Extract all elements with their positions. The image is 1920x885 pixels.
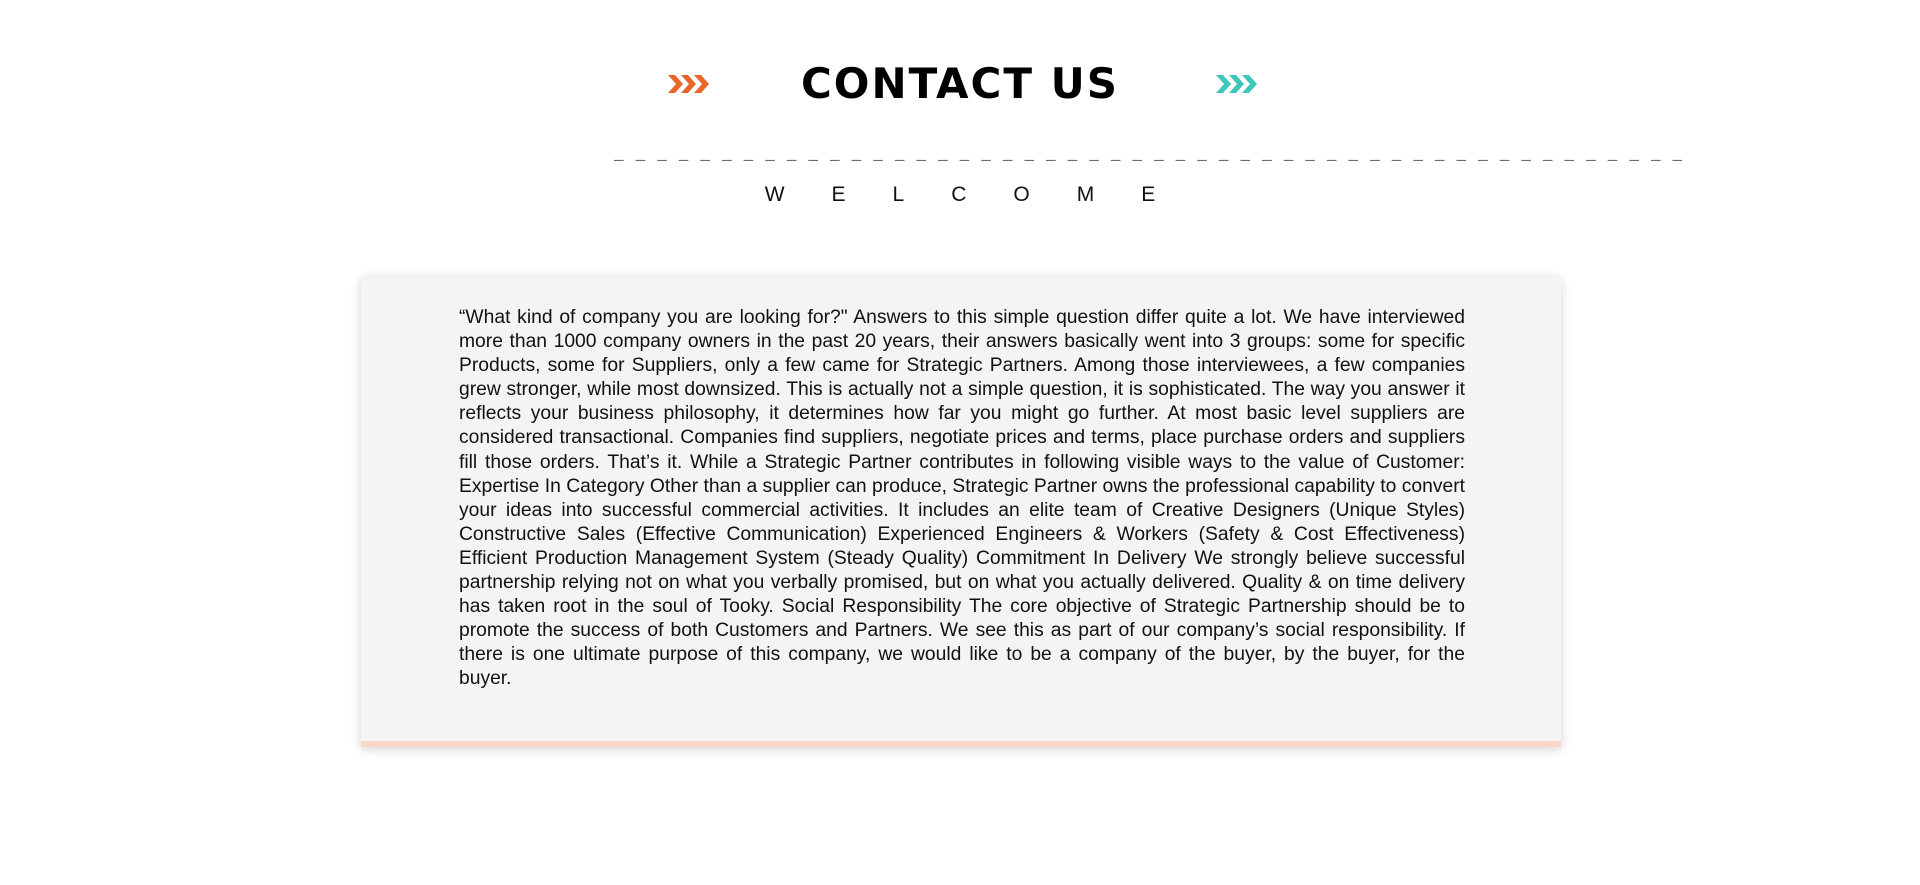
welcome-subtitle: WELCOME <box>764 183 1203 206</box>
contact-header <box>0 56 1920 116</box>
page-title: CONTACT US <box>800 59 1120 108</box>
dashed-divider: _ _ _ _ _ _ _ _ _ _ _ _ _ _ _ _ _ _ _ _ _ _ _ _ _ _ _ _ _ _ _ _ _ _ _ _ _ _ _ _ _ _ _ _ _ _ _ _ _ _ <box>614 146 1684 164</box>
triple-chevron-right-icon <box>1216 72 1260 96</box>
about-card <box>361 277 1561 747</box>
about-paragraph: “What kind of company you are looking for?" Answers to this simple question differ quite a lot. We have interviewed more than 1000 company owners in the past 20 years, their answers basically went into 3 groups: some for specific Products, some for Suppliers, only a few came for Strategic Partners. Among those interviewees, a few companies grew stronger, while most downsized. This is actually not a simple question, it is sophisticated. The way you answer it reflects your business philosophy, it determines how far you might go further. At most basic level suppliers are considered transactional. Companies find suppliers, negotiate prices and terms, place purchase orders and suppliers fill those orders. That’s it. While a Strategic Partner contributes in following visible ways to the value of Customer: Expertise In Category Other than a supplier can produce, Strategic Partner owns the professional capability to convert your ideas into successful commercial activities. It includes an elite team of Creative Designers (Unique Styles) Constructive Sales (Effective Communication) Experienced Engineers & Workers (Safety & Cost Effectiveness) Efficient Production Management System (Steady Quality) Commitment In Delivery We strongly believe successful partnership relying not on what you verbally promised, but on what you actually delivered. Quality & on time delivery has taken root in the soul of Tooky. Social Responsibility The core objective of Strategic Partnership should be to promote the success of both Customers and Partners. We see this as part of our company’s social responsibility. If there is one ultimate purpose of this company, we would like to be a company of the buyer, by the buyer, for the buyer. <box>459 307 1465 690</box>
